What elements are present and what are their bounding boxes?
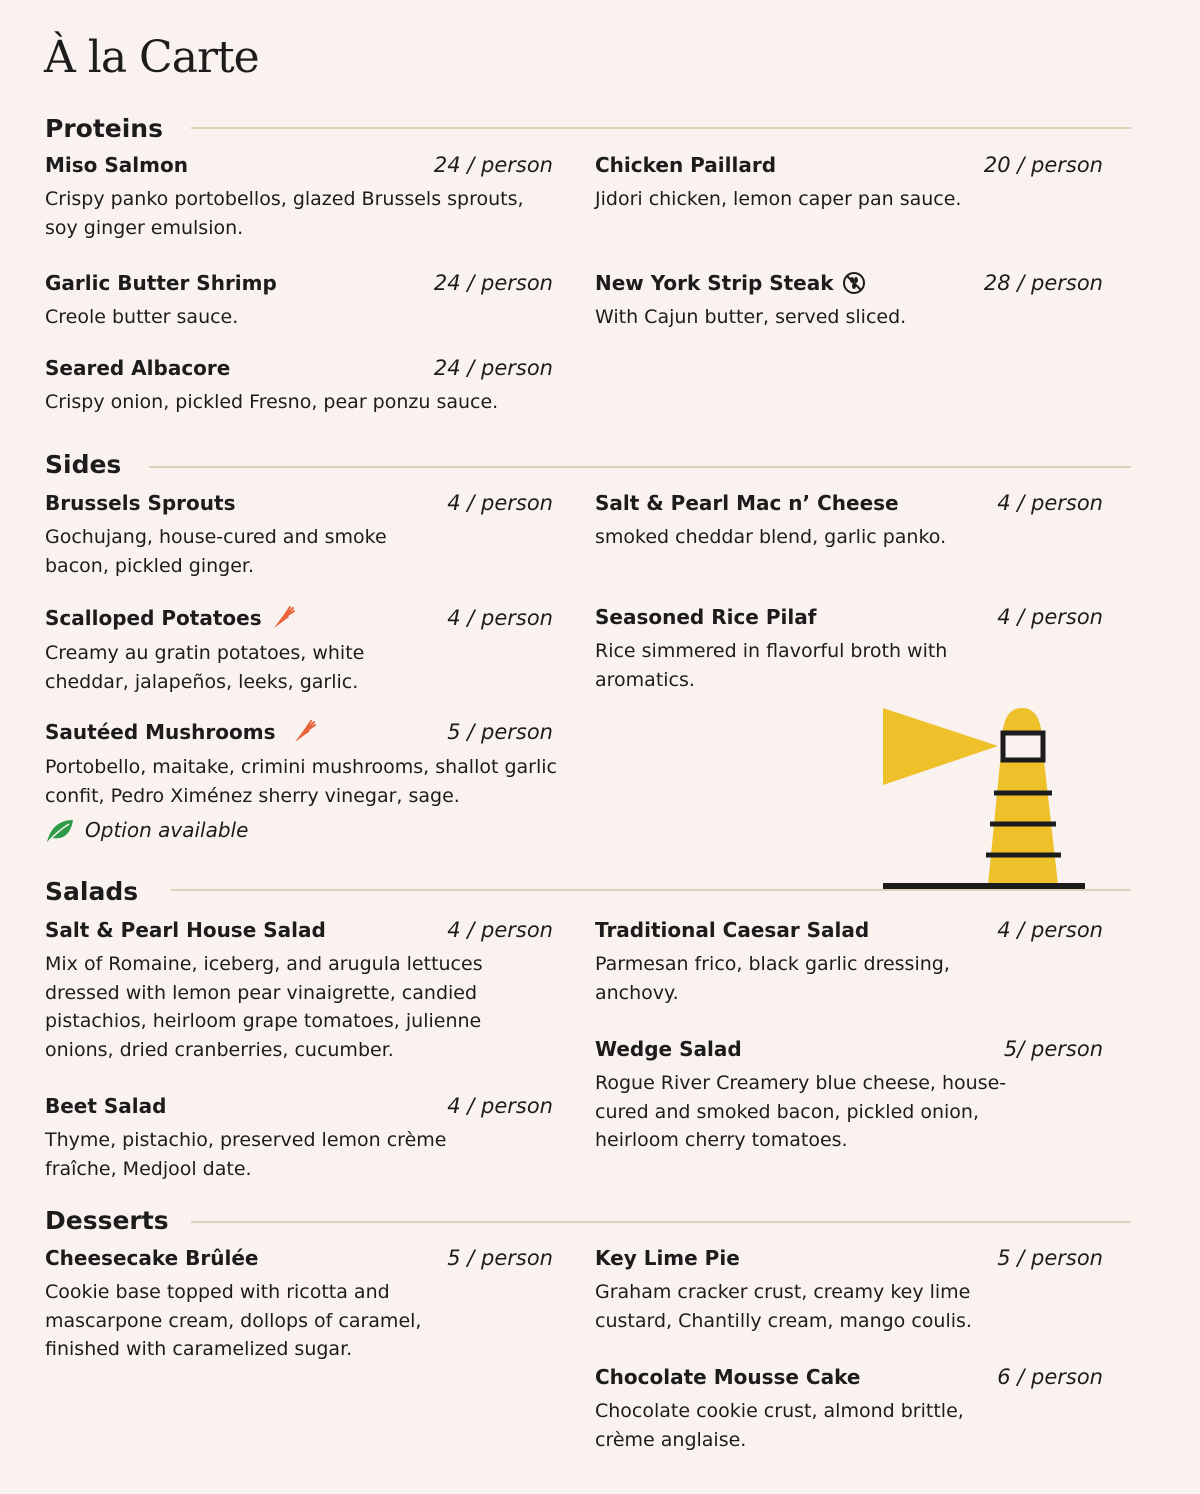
item-price: 5 / person (997, 1246, 1103, 1270)
section-divider (191, 1221, 1131, 1223)
menu-item (45, 1246, 553, 1364)
item-name: Seasoned Rice Pilaf (595, 605, 817, 629)
vegan-option-note (45, 816, 248, 844)
menu-item (45, 491, 553, 580)
item-name: Sautéed Mushrooms (45, 720, 276, 744)
item-name: Key Lime Pie (595, 1246, 740, 1270)
item-description: Creamy au gratin potatoes, white cheddar, jalapeños, leeks, garlic. (45, 642, 365, 693)
item-description: Rice simmered in flavorful broth with aromatics. (595, 640, 948, 691)
page-title: À la Carte (44, 32, 259, 83)
item-price: 4 / person (447, 1094, 553, 1118)
item-price: 24 / person (433, 271, 553, 295)
item-price: 6 / person (997, 1365, 1103, 1389)
item-name: Beet Salad (45, 1094, 167, 1118)
menu-item (595, 918, 1103, 1007)
menu-item (45, 918, 553, 1064)
item-description: Mix of Romaine, iceberg, and arugula lettuces dressed with lemon pear vinaigrette, candied pistachios, heirloom grape tomatoes, julienne onions, dried cranberries, cucumber. (45, 953, 483, 1061)
item-description: Thyme, pistachio, preserved lemon crème fraîche, Medjool date. (45, 1129, 447, 1180)
item-price: 4 / person (997, 918, 1103, 942)
item-name: Chocolate Mousse Cake (595, 1365, 861, 1389)
item-name: Salt & Pearl Mac n’ Cheese (595, 491, 899, 515)
item-name: Scalloped Potatoes (45, 606, 262, 630)
item-name: New York Strip Steak (595, 271, 834, 295)
item-price: 24 / person (433, 153, 553, 177)
section-divider (191, 127, 1131, 129)
menu-item (45, 1094, 553, 1183)
menu-item (595, 1246, 1103, 1335)
lighthouse-illustration (880, 705, 1090, 895)
menu-item (45, 356, 553, 417)
leaf-icon (45, 816, 75, 844)
item-name: Garlic Butter Shrimp (45, 271, 277, 295)
item-name: Miso Salmon (45, 153, 188, 177)
item-price: 5/ person (1003, 1037, 1103, 1061)
section-heading-salads: Salads (45, 877, 139, 906)
item-price: 20 / person (983, 153, 1103, 177)
section-heading-desserts: Desserts (45, 1206, 169, 1235)
menu-item (45, 153, 553, 242)
item-price: 4 / person (447, 491, 553, 515)
item-price: 4 / person (447, 918, 553, 942)
item-description: Parmesan frico, black garlic dressing, anchovy. (595, 953, 950, 1004)
section-heading-sides: Sides (45, 450, 122, 479)
menu-item (45, 719, 557, 810)
item-description: Graham cracker crust, creamy key lime custard, Chantilly cream, mango coulis. (595, 1281, 972, 1332)
carrot-icon (291, 719, 317, 745)
menu-item (595, 1037, 1103, 1155)
menu-item (595, 1365, 1103, 1454)
item-description: With Cajun butter, served sliced. (595, 306, 907, 328)
item-name: Salt & Pearl House Salad (45, 918, 326, 942)
item-name: Seared Albacore (45, 356, 231, 380)
section-heading-proteins: Proteins (45, 114, 163, 143)
item-description: Gochujang, house-cured and smoke bacon, pickled ginger. (45, 526, 387, 577)
menu-item (595, 605, 1103, 694)
menu-item (45, 605, 553, 696)
section-divider (171, 889, 1131, 891)
carrot-icon (270, 605, 296, 631)
item-name: Traditional Caesar Salad (595, 918, 870, 942)
menu-item (595, 491, 1103, 552)
menu-item (595, 153, 1103, 214)
item-name: Chicken Paillard (595, 153, 777, 177)
item-description: smoked cheddar blend, garlic panko. (595, 526, 947, 548)
item-price: 4 / person (447, 606, 553, 630)
item-description: Rogue River Creamery blue cheese, house-cured and smoked bacon, pickled onion, heirloom cherry tomatoes. (595, 1072, 1007, 1151)
item-description: Jidori chicken, lemon caper pan sauce. (595, 188, 962, 210)
item-description: Crispy onion, pickled Fresno, pear ponzu sauce. (45, 391, 499, 413)
item-price: 24 / person (433, 356, 553, 380)
menu-item (595, 271, 1103, 332)
item-description: Cookie base topped with ricotta and mascarpone cream, dollops of caramel, finished with caramelized sugar. (45, 1281, 422, 1360)
item-description: Portobello, maitake, crimini mushrooms, shallot garlic confit, Pedro Ximénez sherry vinegar, sage. (45, 756, 557, 807)
vegan-option-text: Option available (85, 818, 249, 842)
item-price: 5 / person (447, 720, 553, 744)
item-price: 5 / person (447, 1246, 553, 1270)
item-name: Wedge Salad (595, 1037, 742, 1061)
section-divider (149, 466, 1131, 468)
item-price: 4 / person (997, 491, 1103, 515)
item-price: 28 / person (983, 271, 1103, 295)
item-description: Creole butter sauce. (45, 306, 239, 328)
menu-item (45, 271, 553, 332)
gluten-free-icon (842, 271, 866, 295)
item-price: 4 / person (997, 605, 1103, 629)
item-description: Crispy panko portobellos, glazed Brussels sprouts, soy ginger emulsion. (45, 188, 524, 239)
item-name: Brussels Sprouts (45, 491, 236, 515)
item-name: Cheesecake Brûlée (45, 1246, 259, 1270)
item-description: Chocolate cookie crust, almond brittle, crème anglaise. (595, 1400, 964, 1451)
